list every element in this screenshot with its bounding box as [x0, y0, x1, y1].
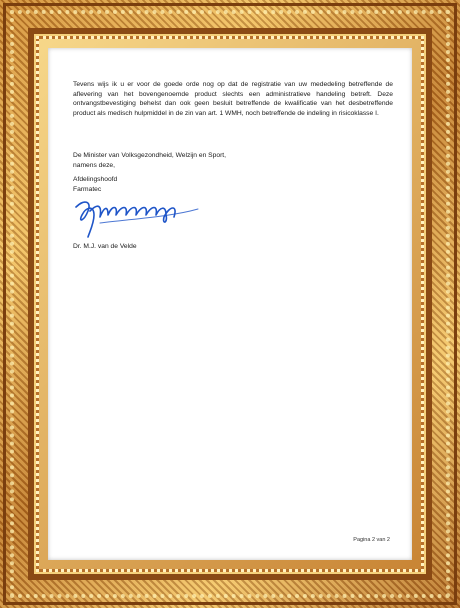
letter-paragraph: Tevens wijs ik u er voor de goede orde nog op dat de registratie van uw mededeling betreffende de aflevering van het bovengenoemde product slechts een administratieve handeling betreft. Deze ontvangstbevestiging behelst dan ook geen besluit betreffende de kwalificatie van het desbetreffende product als medisch hulpmiddel in de zin van art. 1 WMH, noch betreffende de indeling in risicoklasse I.: [73, 81, 393, 117]
closing-minister: De Minister van Volksgezondheid, Welzijn en Sport,: [73, 152, 227, 159]
page-number: Pagina 2 van 2: [353, 537, 390, 543]
department-title: Afdelingshoofd: [73, 176, 118, 183]
letter-page: [48, 48, 412, 560]
department-name: Farmatec: [73, 185, 102, 193]
closing-on-behalf: namens deze,: [73, 161, 116, 169]
handwritten-signature: [70, 193, 200, 239]
signatory-name: Dr. M.J. van de Velde: [73, 243, 137, 250]
